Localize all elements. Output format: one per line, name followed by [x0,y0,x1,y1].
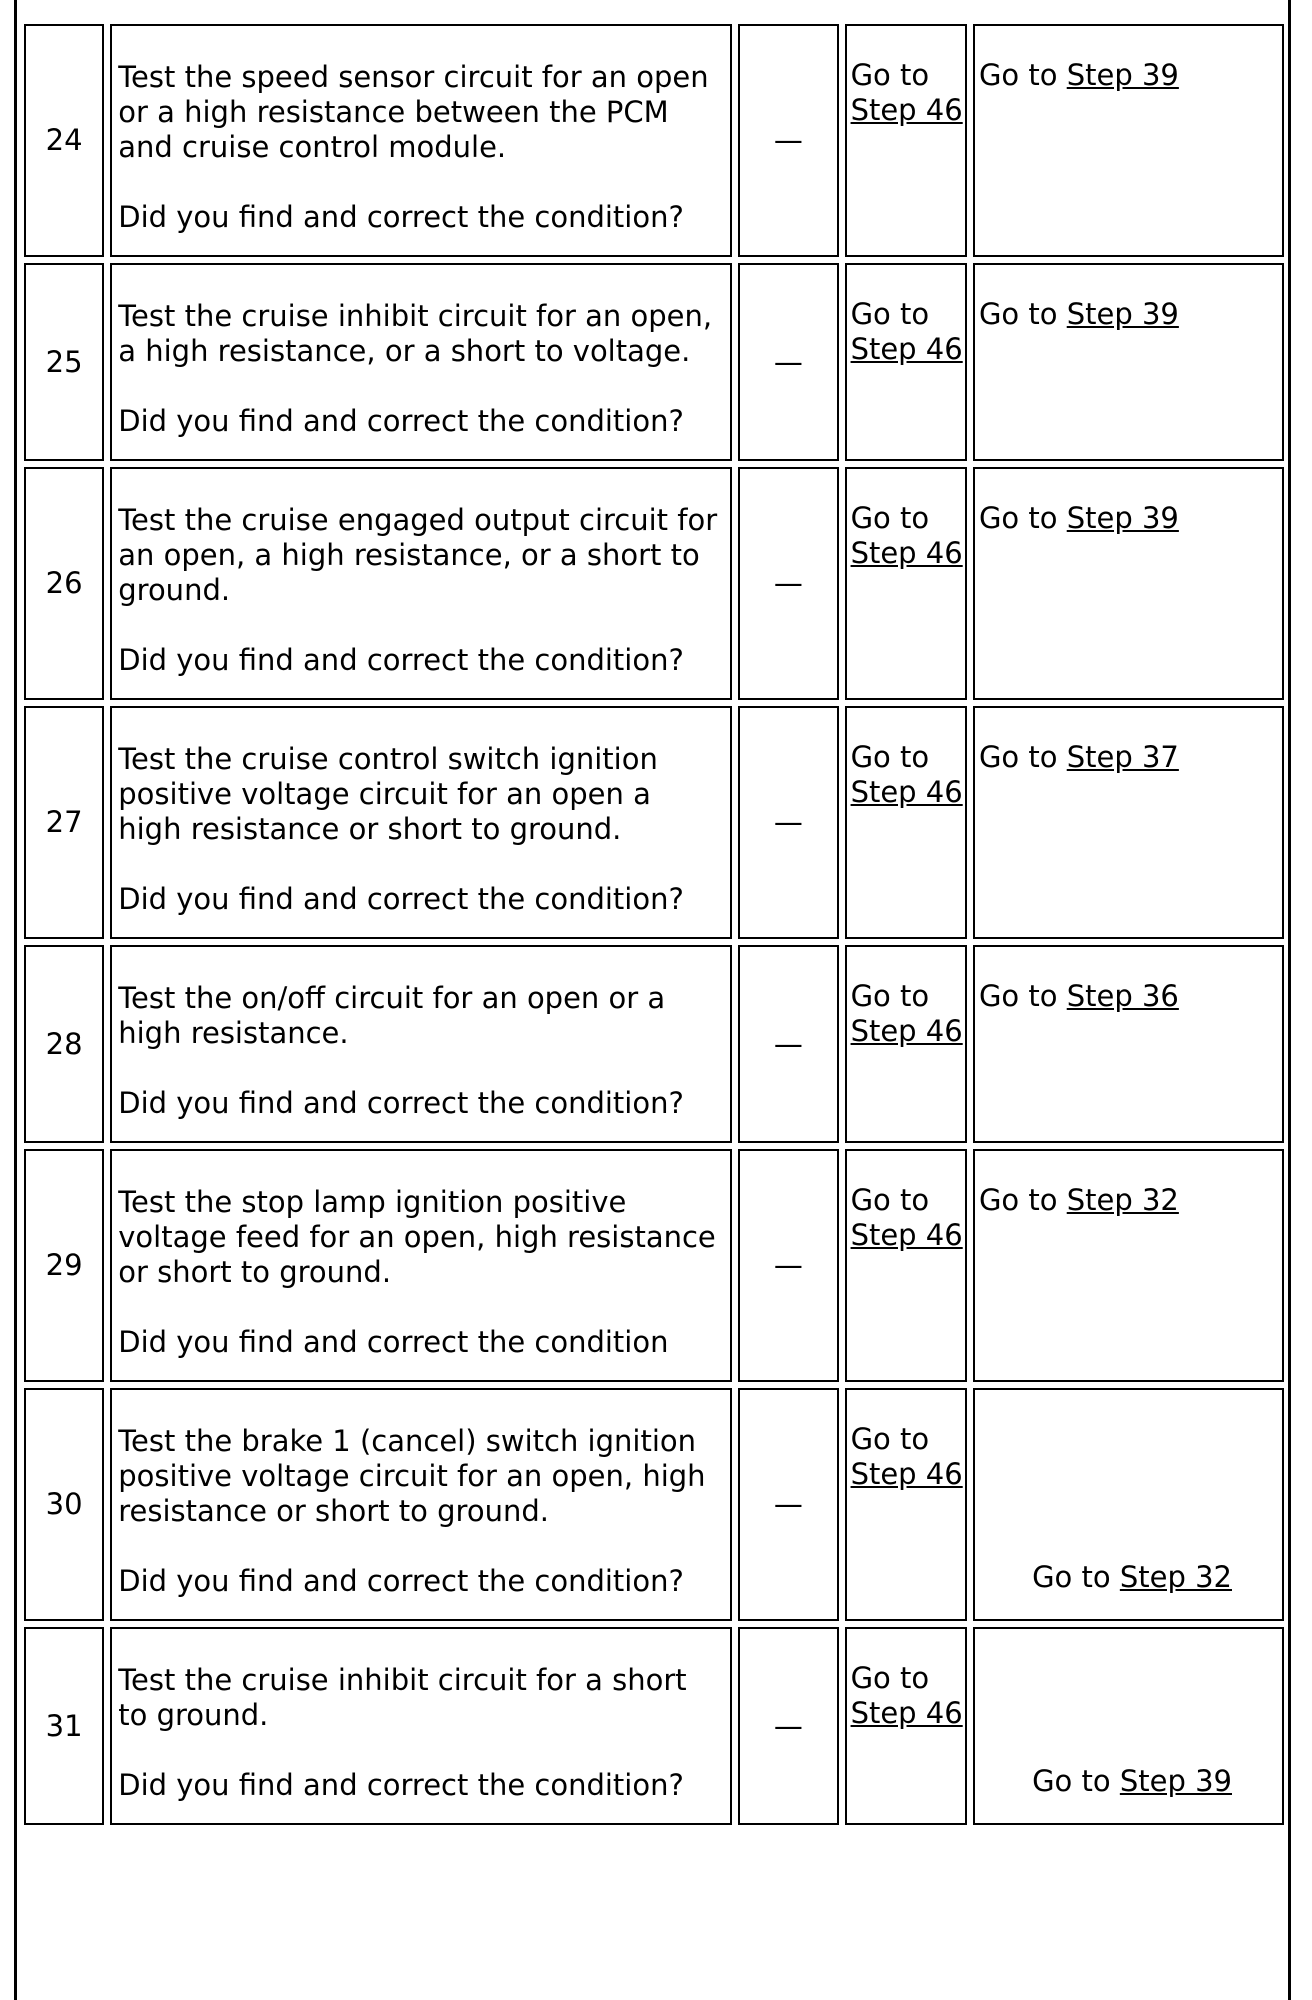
action-cell [110,1149,732,1382]
action-cell [110,1627,732,1825]
no-go-to-label: Go to [978,979,1058,1013]
yes-go-to-label: Go to [850,1183,930,1217]
yes-go-to-label: Go to [850,1661,930,1695]
question-text: Did you find and correct the condition [118,1325,669,1359]
yes-go-to-label: Go to [850,58,930,92]
no-cell [973,945,1284,1143]
step-number: 25 [24,263,104,461]
yes-cell [845,24,967,257]
no-cell [973,1149,1284,1382]
no-go-to-label: Go to [1032,1764,1111,1798]
yes-cell [845,706,967,939]
yes-cell [845,1149,967,1382]
action-cell [110,1388,732,1621]
yes-go-to-label: Go to [850,501,930,535]
no-cell [973,24,1284,257]
diagnostic-table [18,18,1290,1831]
no-step-link[interactable]: Step 39 [1066,58,1179,92]
question-text: Did you find and correct the condition? [118,1086,684,1120]
yes-go-to-label: Go to [850,1422,930,1456]
yes-go-to-label: Go to [850,297,930,331]
table-outer-border-left [14,0,17,2000]
table-row-step-24 [24,24,1284,257]
yes-step-link[interactable]: Step 46 [850,1457,963,1491]
action-text: Test the speed sensor circuit for an open or a high resistance between the PCM and cruise control module. [118,60,709,164]
yes-cell [845,945,967,1143]
action-text: Test the brake 1 (cancel) switch ignition positive voltage circuit for an open, high resistance or short to ground. [118,1424,706,1528]
question-text: Did you find and correct the condition? [118,200,684,234]
no-cell [973,467,1284,700]
table-row-step-25 [24,263,1284,461]
table-row-step-30 [24,1388,1284,1621]
value-cell: — [738,467,838,700]
step-number: 30 [24,1388,104,1621]
yes-step-link[interactable]: Step 46 [850,536,963,570]
question-text: Did you find and correct the condition? [118,643,684,677]
yes-cell [845,1627,967,1825]
yes-step-link[interactable]: Step 46 [850,93,963,127]
yes-step-link[interactable]: Step 46 [850,1014,963,1048]
action-text: Test the cruise engaged output circuit for an open, a high resistance, or a short to ground. [118,503,718,607]
no-step-link[interactable]: Step 36 [1066,979,1179,1013]
no-step-link[interactable]: Step 39 [1066,501,1179,535]
value-cell: — [738,1149,838,1382]
value-cell: — [738,945,838,1143]
action-text: Test the on/off circuit for an open or a high resistance. [118,981,666,1050]
question-text: Did you find and correct the condition? [118,404,684,438]
no-step-link[interactable]: Step 39 [1119,1764,1232,1798]
table-row-step-26 [24,467,1284,700]
step-number: 29 [24,1149,104,1382]
no-cell [973,1388,1284,1621]
action-text: Test the cruise control switch ignition positive voltage circuit for an open a high resistance or short to ground. [118,742,658,846]
action-cell [110,706,732,939]
value-cell: — [738,706,838,939]
no-go-to-label: Go to [978,501,1058,535]
step-number: 24 [24,24,104,257]
action-cell [110,467,732,700]
no-go-to-label: Go to [978,297,1058,331]
yes-step-link[interactable]: Step 46 [850,1696,963,1730]
no-step-link[interactable]: Step 32 [1066,1183,1179,1217]
question-text: Did you find and correct the condition? [118,1768,684,1802]
no-go-to-label: Go to [978,1183,1058,1217]
no-cell [973,1627,1284,1825]
table-row-step-28 [24,945,1284,1143]
no-cell [973,263,1284,461]
no-go-to-label: Go to [1032,1560,1111,1594]
yes-go-to-label: Go to [850,740,930,774]
table-row-step-27 [24,706,1284,939]
action-text: Test the stop lamp ignition positive voltage feed for an open, high resistance or short to ground. [118,1185,716,1289]
value-cell: — [738,263,838,461]
yes-step-link[interactable]: Step 46 [850,775,963,809]
no-step-link[interactable]: Step 32 [1119,1560,1232,1594]
value-cell: — [738,24,838,257]
no-step-link[interactable]: Step 37 [1066,740,1179,774]
question-text: Did you find and correct the condition? [118,1564,684,1598]
value-cell: — [738,1627,838,1825]
table-row-step-29 [24,1149,1284,1382]
no-go-to-label: Go to [978,58,1058,92]
no-go-to-label: Go to [978,740,1058,774]
question-text: Did you find and correct the condition? [118,882,684,916]
no-step-link[interactable]: Step 39 [1066,297,1179,331]
yes-go-to-label: Go to [850,979,930,1013]
table-row-step-31 [24,1627,1284,1825]
action-cell [110,24,732,257]
step-number: 28 [24,945,104,1143]
action-cell [110,263,732,461]
value-cell: — [738,1388,838,1621]
yes-cell [845,263,967,461]
action-cell [110,945,732,1143]
yes-step-link[interactable]: Step 46 [850,1218,963,1252]
yes-step-link[interactable]: Step 46 [850,332,963,366]
action-text: Test the cruise inhibit circuit for an open, a high resistance, or a short to voltage. [118,299,713,368]
yes-cell [845,467,967,700]
step-number: 26 [24,467,104,700]
no-cell [973,706,1284,939]
step-number: 31 [24,1627,104,1825]
action-text: Test the cruise inhibit circuit for a short to ground. [118,1663,687,1732]
step-number: 27 [24,706,104,939]
yes-cell [845,1388,967,1621]
